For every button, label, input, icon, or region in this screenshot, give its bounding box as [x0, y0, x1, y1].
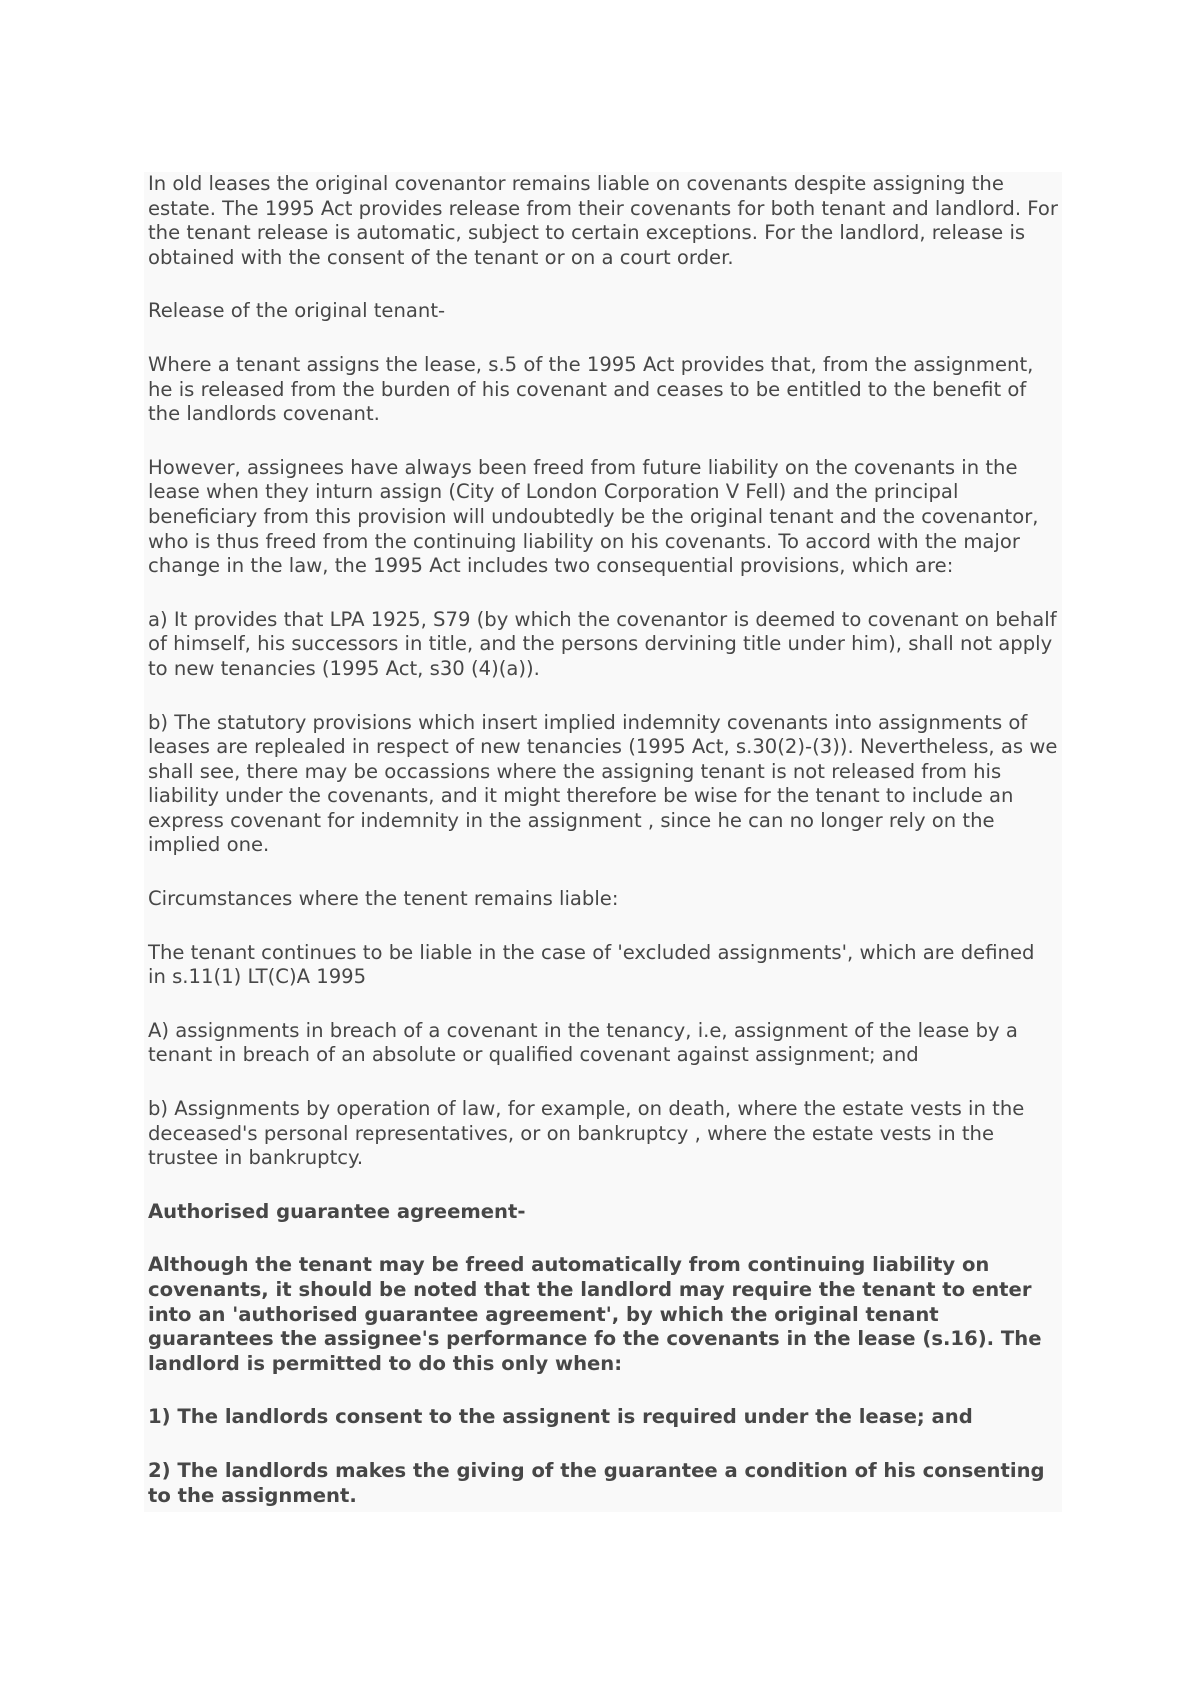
paragraph-excluded-assignments: The tenant continues to be liable in the case of 'excluded assignments', which are defined in s.11(1) LT(C)A 1995	[148, 940, 1035, 989]
paragraph-provision-a: a) It provides that LPA 1925, S79 (by which the covenantor is deemed to covenant on behalf of himself, his successors in title, and the persons dervining title under him), shall not apply to new tenancies (1995 Act, s30 (4)(a)).	[148, 607, 1057, 680]
heading-circumstances-liable: Circumstances where the tenent remains liable:	[148, 887, 619, 911]
heading-release-original-tenant: Release of the original tenant-	[148, 299, 446, 323]
paragraph-assignees-freed: However, assignees have always been freed from future liability on the covenants in the lease when they inturn assign (City of London Corporation V Fell) and the principal beneficiary from this provision will undoubtedly be the original tenant and the covenantor, who is thus freed from the continuing liability on his covenants. To accord with the major change in the law, the 1995 Act includes two consequential provisions, which are:	[148, 455, 1039, 578]
paragraph-condition-1: 1) The landlords consent to the assignent is required under the lease; and	[148, 1405, 973, 1429]
paragraph-authorised-guarantee: Although the tenant may be freed automatically from continuing liability on covenants, it should be noted that the landlord may require the tenant to enter into an 'authorised guarantee agreement', by which the original tenant guarantees the assignee's performance fo the covenants in the lease (s.16). The landlord is permitted to do this only when:	[148, 1253, 1042, 1375]
heading-authorised-guarantee: Authorised guarantee agreement-	[148, 1199, 526, 1223]
paragraph-excluded-a: A) assignments in breach of a covenant in the tenancy, i.e, assignment of the lease by a tenant in breach of an absolute or qualified covenant against assignment; and	[148, 1018, 1018, 1067]
paragraph-intro: In old leases the original covenantor remains liable on covenants despite assigning the estate. The 1995 Act provides release from their covenants for both tenant and landlord. For the tenant release is automatic, subject to certain exceptions. For the landlord, release is obtained with the consent of the tenant or on a court order.	[148, 172, 1058, 269]
paragraph-excluded-b: b) Assignments by operation of law, for example, on death, where the estate vests in the deceased's personal representatives, or on bankruptcy , where the estate vests in the trustee in bankruptcy.	[148, 1097, 1025, 1170]
document-body	[144, 172, 1062, 1512]
paragraph-section-5: Where a tenant assigns the lease, s.5 of the 1995 Act provides that, from the assignment, he is released from the burden of his covenant and ceases to be entitled to the benefit of the landlords covenant.	[148, 352, 1034, 426]
paragraph-provision-b: b) The statutory provisions which insert implied indemnity covenants into assignments of leases are replealed in respect of new tenancies (1995 Act, s.30(2)-(3)). Nevertheless, as we shall see, there may be occassions where the assigning tenant is not released from his liability under the covenants, and it might therefore be wise for the tenant to include an express covenant for indemnity in the assignment , since he can no longer rely on the implied one.	[148, 710, 1058, 857]
paragraph-condition-2: 2) The landlords makes the giving of the guarantee a condition of his consenting to the assignment.	[148, 1458, 1045, 1507]
